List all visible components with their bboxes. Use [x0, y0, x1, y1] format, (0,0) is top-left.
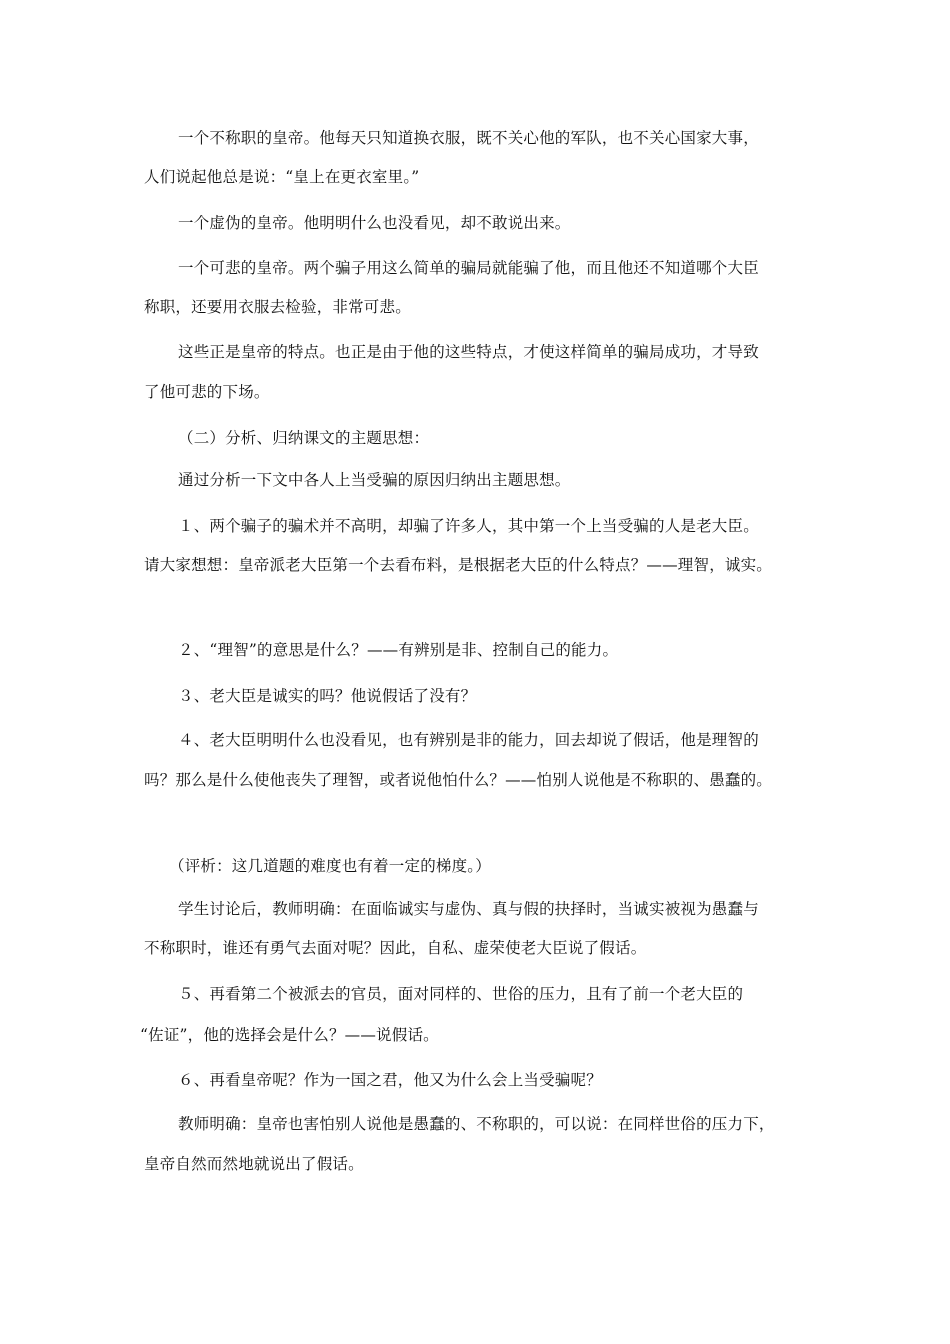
text-line: １、两个骗子的骗术并不高明，却骗了许多人，其中第一个上当受骗的人是老大臣。 — [178, 517, 759, 535]
text-line: 一个不称职的皇帝。他每天只知道换衣服，既不关心他的军队，也不关心国家大事， — [178, 129, 759, 147]
text-line: 人们说起他总是说：“皇上在更衣室里。” — [144, 168, 420, 186]
text-line: ４、老大臣明明什么也没看见，也有辨别是非的能力，回去却说了假话，他是理智的 — [178, 731, 759, 749]
text-line: ２、“理智”的意思是什么？——有辨别是非、控制自己的能力。 — [178, 641, 619, 659]
text-line: 这些正是皇帝的特点。也正是由于他的这些特点，才使这样简单的骗局成功，才导致 — [178, 343, 759, 361]
text-line: 通过分析一下文中各人上当受骗的原因归纳出主题思想。 — [178, 471, 571, 489]
text-line: 不称职时，谁还有勇气去面对呢？因此，自私、虚荣使老大臣说了假话。 — [144, 939, 647, 957]
text-line: 一个虚伪的皇帝。他明明什么也没看见，却不敢说出来。 — [178, 214, 571, 232]
text-line: （评析：这几道题的难度也有着一定的梯度。） — [169, 857, 491, 875]
text-line: 吗？那么是什么使他丧失了理智，或者说他怕什么？——怕别人说他是不称职的、愚蠢的。 — [144, 771, 773, 789]
section-heading: （二）分析、归纳课文的主题思想： — [178, 429, 430, 447]
text-line: 称职，还要用衣服去检验，非常可悲。 — [144, 298, 411, 316]
text-line: ３、老大臣是诚实的吗？他说假话了没有？ — [178, 687, 477, 705]
text-line: 了他可悲的下场。 — [144, 383, 270, 401]
text-line: 一个可悲的皇帝。两个骗子用这么简单的骗局就能骗了他，而且他还不知道哪个大臣 — [178, 259, 759, 277]
text-line: ５、再看第二个被派去的官员，面对同样的、世俗的压力，且有了前一个老大臣的 — [178, 985, 744, 1003]
text-line: ６、再看皇帝呢？作为一国之君，他又为什么会上当受骗呢？ — [178, 1071, 602, 1089]
text-line: 学生讨论后，教师明确：在面临诚实与虚伪、真与假的抉择时，当诚实被视为愚蠢与 — [178, 900, 759, 918]
text-line: 教师明确：皇帝也害怕别人说他是愚蠢的、不称职的，可以说：在同样世俗的压力下， — [178, 1115, 775, 1133]
text-line: 请大家想想：皇帝派老大臣第一个去看布料，是根据老大臣的什么特点？——理智，诚实。 — [144, 556, 773, 574]
text-line: “佐证”，他的选择会是什么？——说假话。 — [140, 1026, 439, 1044]
text-line: 皇帝自然而然地就说出了假话。 — [144, 1155, 364, 1173]
